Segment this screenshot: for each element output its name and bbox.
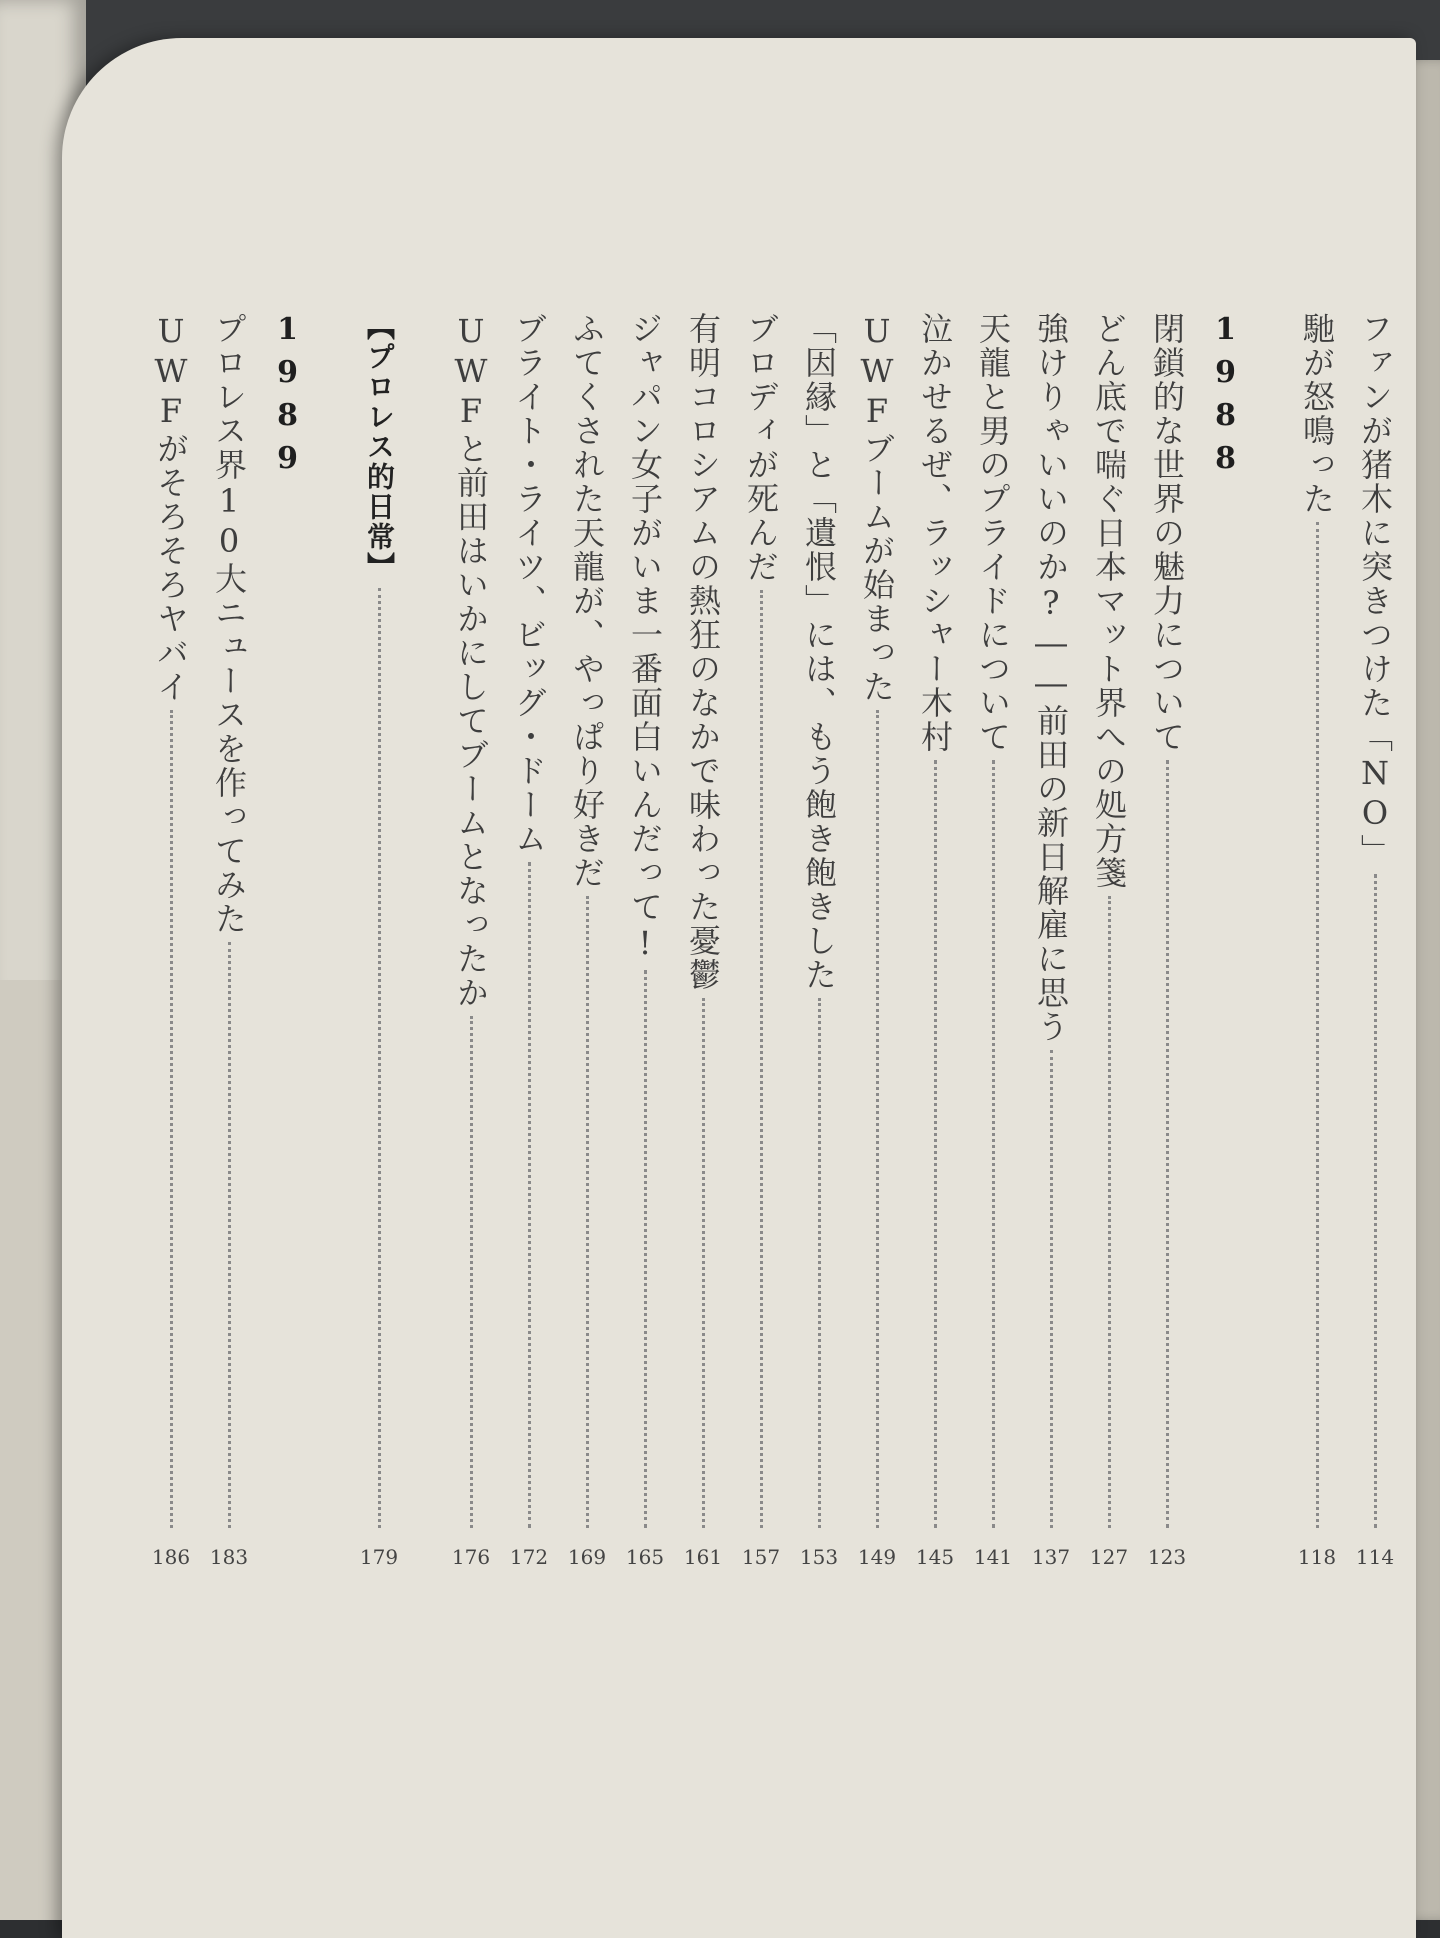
dot-leader <box>170 710 173 1528</box>
dot-leader <box>992 760 995 1528</box>
dot-leader <box>1050 1050 1053 1528</box>
dot-leader <box>702 998 705 1528</box>
toc-page-number: 165 <box>625 1545 665 1569</box>
dot-leader <box>876 710 879 1528</box>
toc-entry[interactable] <box>142 312 200 1572</box>
toc-page-number: 127 <box>1089 1545 1129 1569</box>
dot-leader <box>586 896 589 1528</box>
toc-entry[interactable] <box>200 312 258 1572</box>
toc-entry[interactable] <box>558 312 616 1572</box>
toc-entry-title: UWFがそろそろヤバイ <box>152 312 190 704</box>
toc-entry[interactable] <box>1022 312 1080 1572</box>
dot-leader <box>1316 522 1319 1528</box>
toc-page-number: 123 <box>1147 1545 1187 1569</box>
toc-page-number: 145 <box>915 1545 955 1569</box>
table-of-contents <box>104 312 1404 1572</box>
toc-entry-title: 泣かせるぜ、ラッシャー木村 <box>916 312 954 754</box>
toc-entry-title: 強けりゃいいのか?――前田の新日解雇に思う <box>1032 312 1070 1044</box>
toc-entry-title: ブライト・ライツ、ビッグ・ドーム <box>510 312 548 856</box>
toc-entry[interactable] <box>1346 312 1404 1572</box>
dot-leader <box>934 760 937 1528</box>
section-title: 【プロレス的日常】 <box>363 312 396 582</box>
toc-page-number: 157 <box>741 1545 781 1569</box>
toc-entry[interactable] <box>790 312 848 1572</box>
toc-entry-title: プロレス界10大ニュースを作ってみた <box>210 312 248 936</box>
toc-page-number: 172 <box>509 1545 549 1569</box>
toc-entry-title: 天龍と男のプライドについて <box>974 312 1012 754</box>
toc-page-number: 114 <box>1355 1545 1395 1569</box>
toc-page-number: 137 <box>1031 1545 1071 1569</box>
toc-entry[interactable] <box>1288 312 1346 1572</box>
toc-entry-title: ファンが猪木に突きつけた「NO」 <box>1356 312 1394 868</box>
dot-leader <box>378 588 381 1528</box>
toc-entry-title: 有明コロシアムの熱狂のなかで味わった憂鬱 <box>684 312 722 992</box>
dot-leader <box>470 1016 473 1528</box>
toc-entry[interactable] <box>500 312 558 1572</box>
toc-entry-title: 閉鎖的な世界の魅力について <box>1148 312 1186 754</box>
toc-entry[interactable] <box>616 312 674 1572</box>
toc-entry-title: 馳が怒鳴った <box>1298 312 1336 516</box>
toc-page-number: 149 <box>857 1545 897 1569</box>
dot-leader <box>228 942 231 1528</box>
year-heading: 1988 <box>1208 312 1243 484</box>
toc-entry[interactable] <box>442 312 500 1572</box>
toc-entry-title: ブロディが死んだ <box>742 312 780 584</box>
toc-entry-title: UWFと前田はいかにしてブームとなったか <box>452 312 490 1010</box>
toc-entry[interactable] <box>848 312 906 1572</box>
toc-page-number: 141 <box>973 1545 1013 1569</box>
dot-leader <box>760 590 763 1528</box>
toc-page-number: 169 <box>567 1545 607 1569</box>
dot-leader <box>1166 760 1169 1528</box>
toc-entry[interactable] <box>674 312 732 1572</box>
year-heading-1988 <box>1196 312 1254 1572</box>
toc-entry[interactable] <box>732 312 790 1572</box>
toc-page-number: 118 <box>1297 1545 1337 1569</box>
toc-entry-title: 「因縁」と「遺恨」には、もう飽き飽きした <box>800 312 838 992</box>
toc-entry[interactable] <box>1080 312 1138 1572</box>
toc-page-number: 186 <box>151 1545 191 1569</box>
toc-entry[interactable] <box>1138 312 1196 1572</box>
toc-page-number: 176 <box>451 1545 491 1569</box>
toc-entry[interactable] <box>964 312 1022 1572</box>
toc-page-number: 153 <box>799 1545 839 1569</box>
toc-page-number: 179 <box>359 1545 399 1569</box>
dot-leader <box>1374 874 1377 1528</box>
year-heading: 1989 <box>270 312 305 484</box>
toc-entry-title: ふてくされた天龍が、やっぱり好きだ <box>568 312 606 890</box>
toc-entry[interactable] <box>906 312 964 1572</box>
toc-entry-title: ジャパン女子がいま一番面白いんだって! <box>626 312 664 964</box>
book-page <box>62 38 1416 1938</box>
dot-leader <box>528 862 531 1528</box>
toc-entry-section[interactable] <box>350 312 408 1572</box>
year-heading-1989 <box>258 312 316 1572</box>
toc-entry-title: UWFブームが始まった <box>858 312 896 704</box>
toc-entry-title: どん底で喘ぐ日本マット界への処方箋 <box>1090 312 1128 890</box>
dot-leader <box>818 998 821 1528</box>
toc-page-number: 183 <box>209 1545 249 1569</box>
dot-leader <box>644 970 647 1528</box>
toc-page-number: 161 <box>683 1545 723 1569</box>
dot-leader <box>1108 896 1111 1528</box>
